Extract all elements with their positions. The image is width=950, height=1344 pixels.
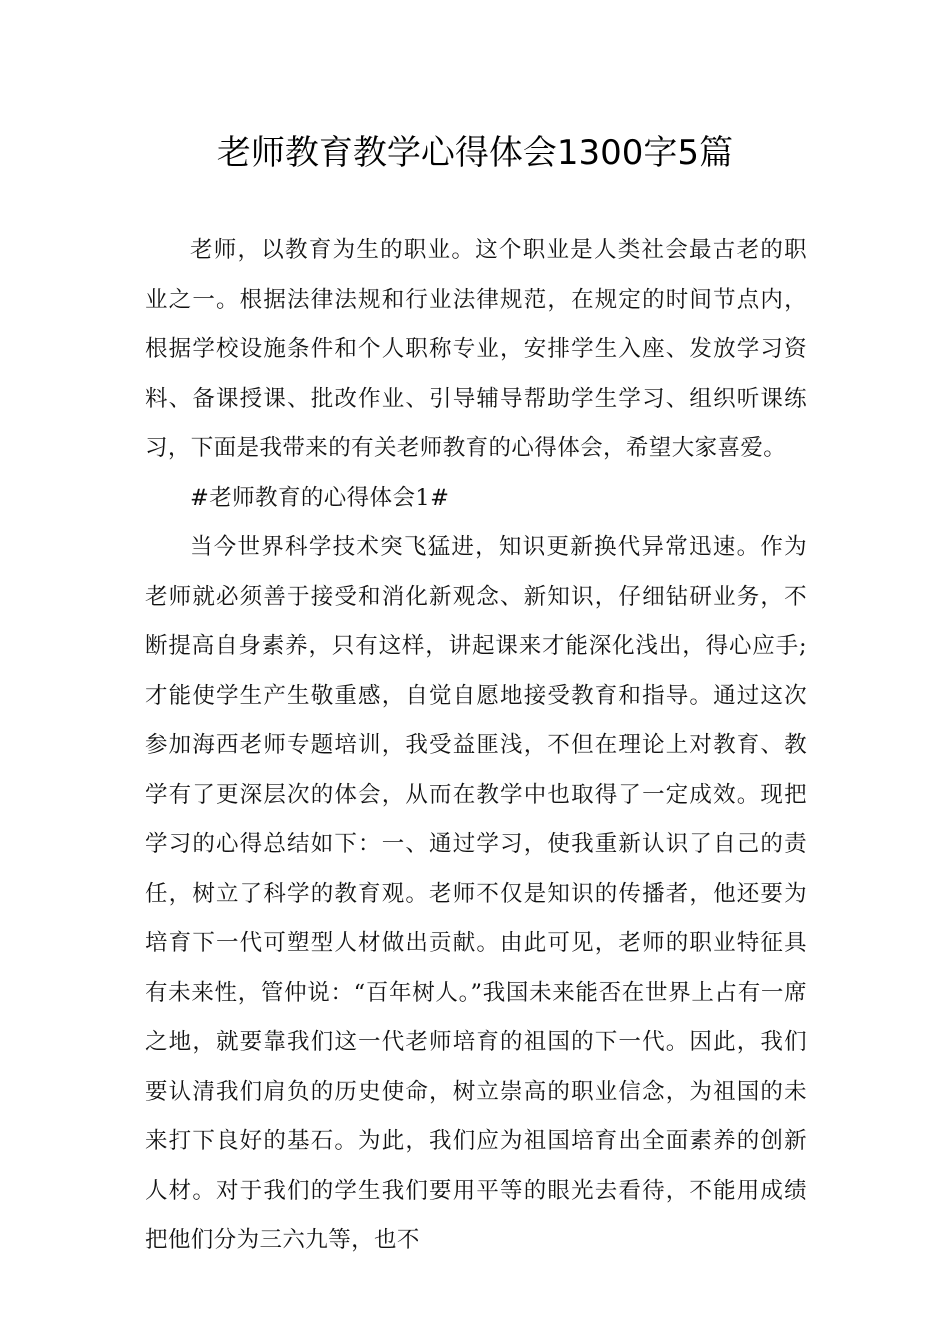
body-paragraph: 当今世界科学技术突飞猛进，知识更新换代异常迅速。作为老师就必须善于接受和消化新观念、新知识，仔细钻研业务，不断提高自身素养，只有这样，讲起课来才能深化浅出，得心应手;才能使学生产生敬重感，自觉自愿地接受教育和指导。通过这次参加海西老师专题培训，我受益匪浅，不但在理论上对教育、教学有了更深层次的体会，从而在教学中也取得了一定成效。现把学习的心得总结如下：一、通过学习，使我重新认识了自己的责任，树立了科学的教育观。老师不仅是知识的传播者，他还要为培育下一代可塑型人材做出贡献。由此可见，老师的职业特征具有未来性，管仲说：“百年树人。”我国未来能否在世界上占有一席之地，就要靠我们这一代老师培育的祖国的下一代。因此，我们要认清我们肩负的历史使命，树立崇高的职业信念，为祖国的未来打下良好的基石。为此，我们应为祖国培育出全面素养的创新人材。对于我们的学生我们要用平等的眼光去看待，不能用成绩把他们分为三六九等，也不: [145, 534, 807, 1253]
section-heading: #老师教育的心得体会1#: [190, 484, 450, 511]
document-body: [145, 226, 807, 1266]
intro-paragraph: 老师，以教育为生的职业。这个职业是人类社会最古老的职业之一。根据法律法规和行业法律规范，在规定的时间节点内，根据学校设施条件和个人职称专业，安排学生入座、发放学习资料、备课授课、批改作业、引导辅导帮助学生学习、组织听课练习，下面是我带来的有关老师教育的心得体会，希望大家喜爱。: [145, 237, 807, 461]
document-title: 老师教育教学心得体会1300字5篇: [216, 133, 734, 173]
